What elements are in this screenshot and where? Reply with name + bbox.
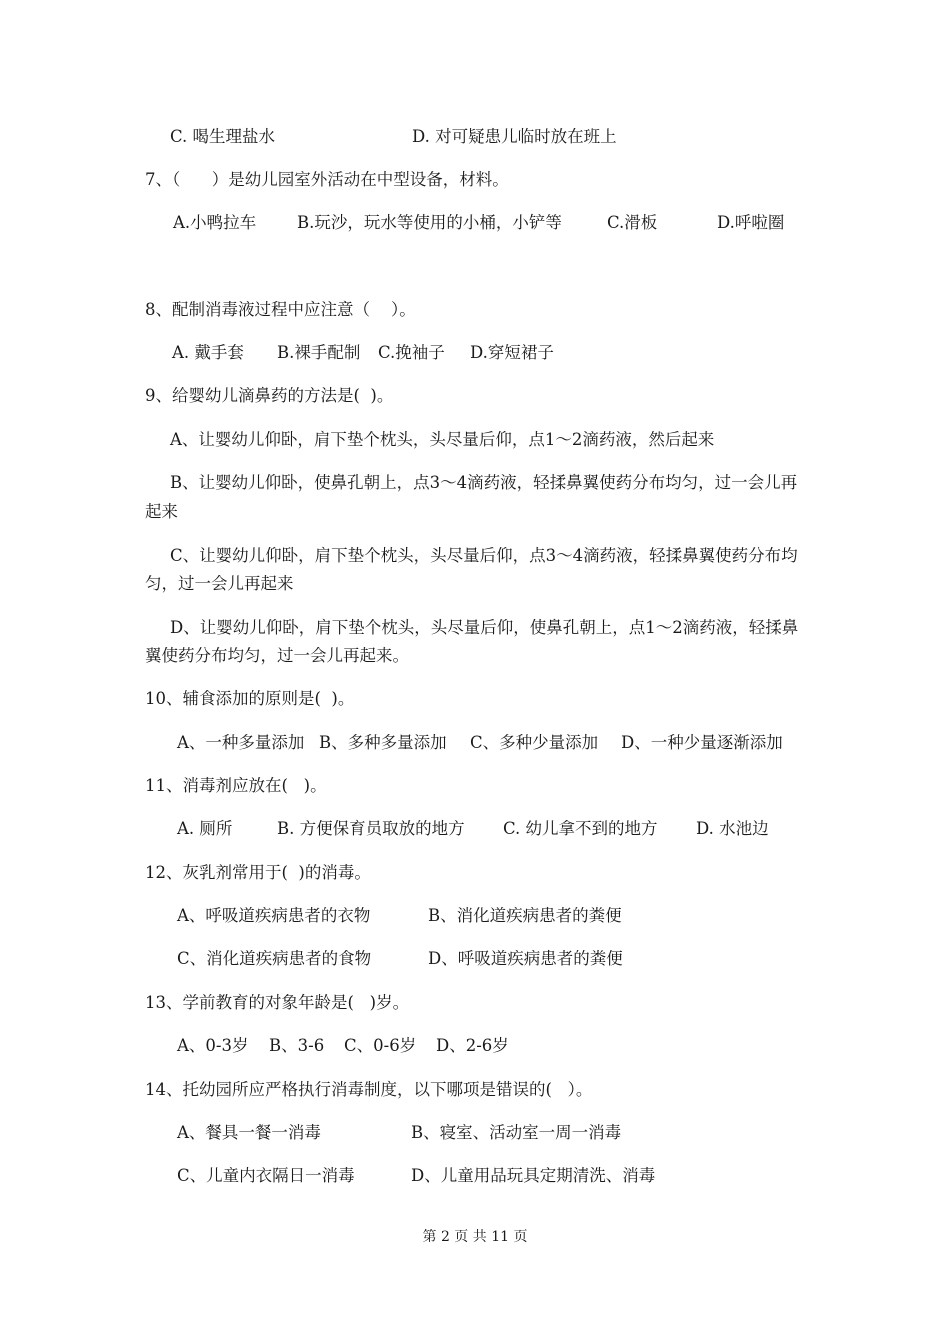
q8-option-b: B.裸手配制 <box>277 343 361 362</box>
q7-option-c: C.滑板 <box>607 213 658 232</box>
q9-option-c-line1: C、让婴幼儿仰卧，肩下垫个枕头，头尽量后仰，点3～4滴药液，轻揉鼻翼使药分布均 <box>170 546 798 565</box>
q12-option-c: C、消化道疾病患者的食物 <box>177 949 372 968</box>
q10-option-b: B、多种多量添加 <box>319 733 447 752</box>
question-13-stem: 13、学前教育的对象年龄是( )岁。 <box>145 993 410 1012</box>
q9-option-a: A、让婴幼儿仰卧，肩下垫个枕头，头尽量后仰，点1～2滴药液，然后起来 <box>170 430 715 449</box>
q14-option-d: D、儿童用品玩具定期清洗、消毒 <box>411 1166 656 1185</box>
q11-option-b: B. 方便保育员取放的地方 <box>277 819 465 838</box>
q10-option-d: D、一种少量逐渐添加 <box>621 733 783 752</box>
question-8-stem: 8、配制消毒液过程中应注意（ ）。 <box>145 300 416 319</box>
q12-option-b: B、消化道疾病患者的粪便 <box>428 906 622 925</box>
q11-option-c: C. 幼儿拿不到的地方 <box>503 819 658 838</box>
q11-option-a: A. 厕所 <box>177 819 233 838</box>
q6-option-c: C. 喝生理盐水 <box>170 127 276 146</box>
q9-option-d-line2: 翼使药分布均匀，过一会儿再起来。 <box>145 646 409 665</box>
question-11-stem: 11、消毒剂应放在( )。 <box>145 776 327 795</box>
q12-option-a: A、呼吸道疾病患者的衣物 <box>177 906 371 925</box>
question-14-stem: 14、托幼园所应严格执行消毒制度，以下哪项是错误的( ）。 <box>145 1080 593 1099</box>
q9-option-c-line2: 匀，过一会儿再起来 <box>145 574 294 593</box>
q11-option-d: D. 水池边 <box>696 819 769 838</box>
page-footer: 第 2 页 共 11 页 <box>422 1229 528 1245</box>
q6-option-d: D. 对可疑患儿临时放在班上 <box>412 127 617 146</box>
q8-option-d: D.穿短裙子 <box>470 343 554 362</box>
q8-option-a: A. 戴手套 <box>172 343 244 362</box>
q13-option-b: B、3-6 <box>269 1036 325 1055</box>
question-7-stem: 7、（ ）是幼儿园室外活动在中型设备，材料。 <box>145 170 509 189</box>
question-10-stem: 10、辅食添加的原则是( )。 <box>145 689 355 708</box>
q13-option-d: D、2-6岁 <box>436 1036 509 1055</box>
q9-option-b-line2: 起来 <box>145 502 178 521</box>
q7-option-a: A.小鸭拉车 <box>173 213 257 232</box>
q7-option-b: B.玩沙，玩水等使用的小桶，小铲等 <box>297 213 562 232</box>
q13-option-c: C、0-6岁 <box>344 1036 417 1055</box>
question-9-stem: 9、给婴幼儿滴鼻药的方法是( )。 <box>145 386 394 405</box>
q10-option-a: A、一种多量添加 <box>177 733 305 752</box>
q10-option-c: C、多种少量添加 <box>470 733 599 752</box>
q9-option-b-line1: B、让婴幼儿仰卧，使鼻孔朝上，点3～4滴药液，轻揉鼻翼使药分布均匀，过一会儿再 <box>170 473 798 492</box>
question-12-stem: 12、灰乳剂常用于( )的消毒。 <box>145 863 371 882</box>
q13-option-a: A、0-3岁 <box>177 1036 249 1055</box>
q14-option-c: C、儿童内衣隔日一消毒 <box>177 1166 355 1185</box>
q12-option-d: D、呼吸道疾病患者的粪便 <box>428 949 623 968</box>
q8-option-c: C.挽袖子 <box>378 343 445 362</box>
q7-option-d: D.呼啦圈 <box>717 213 785 232</box>
q14-option-a: A、餐具一餐一消毒 <box>177 1123 321 1142</box>
q14-option-b: B、寝室、活动室一周一消毒 <box>411 1123 622 1142</box>
q9-option-d-line1: D、让婴幼儿仰卧，肩下垫个枕头，头尽量后仰，使鼻孔朝上，点1～2滴药液，轻揉鼻 <box>170 618 799 637</box>
